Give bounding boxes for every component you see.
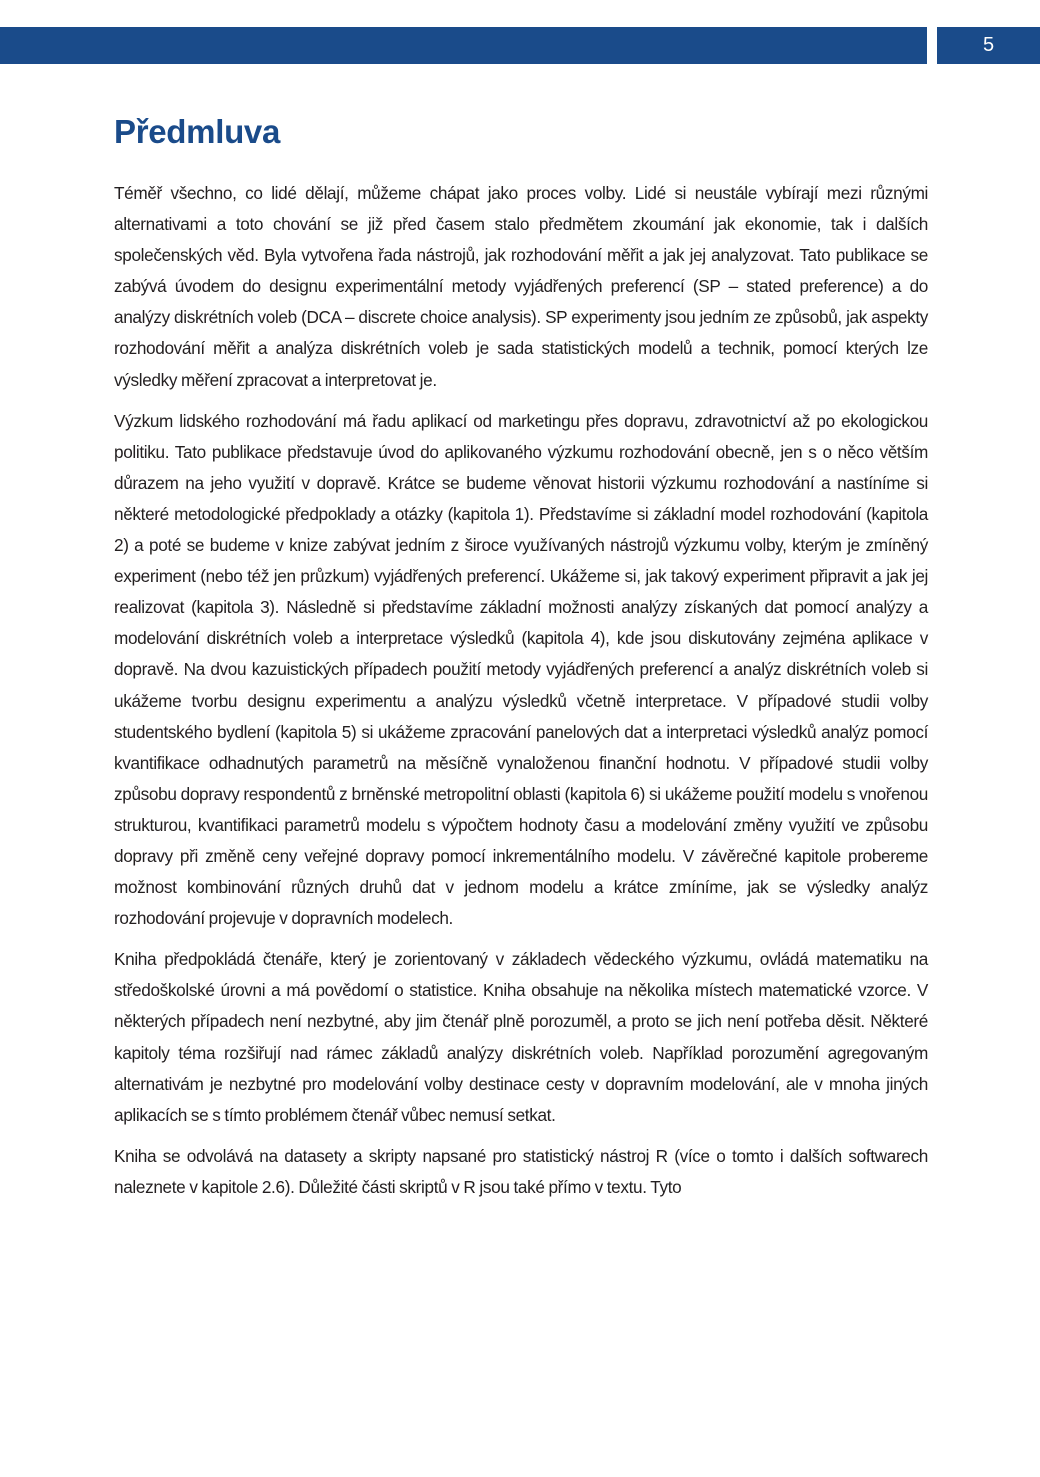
body-text bbox=[114, 178, 928, 1213]
header-bar bbox=[0, 27, 927, 64]
paragraph: Výzkum lidského rozhodování má řadu aplikací od marketingu přes dopravu, zdravotnictví až po ekologickou politiku. Tato publikace představuje úvod do aplikovaného výzkumu rozhodování obecně, jen s o něco větším důrazem na jeho využití v dopravě. Krátce se budeme věnovat historii výzkumu rozhodování a nastíníme si některé metodologické předpoklady a otázky (kapitola 1). Představíme si základní model rozhodování (kapitola 2) a poté se budeme v knize zabývat jedním z široce využívaných nástrojů výzkumu volby, kterým je zmíněný experiment (nebo též jen průzkum) vyjádřených preferencí. Ukážeme si, jak takový experiment připravit a jak jej realizovat (kapitola 3). Následně si představíme základní možnosti analýzy získaných dat pomocí analýzy a modelování diskrétních voleb a interpretace výsledků (kapitola 4), kde jsou diskutovány zejména aplikace v dopravě. Na dvou kazuistických případech použití metody vyjádřených preferencí a analýz diskrétních voleb si ukážeme tvorbu designu experimentu a analýzu výsledků včetně interpretace. V případové studii volby studentského bydlení (kapitola 5) si ukážeme zpracování panelových dat a interpretaci výsledků analýz pomocí kvantifikace odhadnutých parametrů na měsíčně vynaloženou finanční hodnotu. V případové studii volby způsobu dopravy respondentů z brněnské metropolitní oblasti (kapitola 6) si ukážeme použití modelu s vnořenou strukturou, kvantifikaci parametrů modelu s výpočtem hodnoty času a modelování změny využití ve způsobu dopravy při změně ceny veřejné dopravy pomocí inkrementálního modelu. V závěrečné kapitole probereme možnost kombinování různých druhů dat v jednom modelu a krátce zmíníme, jak se výsledky analýz rozhodování projevuje v dopravních modelech. bbox=[114, 410, 928, 929]
paragraph: Téměř všechno, co lidé dělají, můžeme chápat jako proces volby. Lidé si neustále vybírají mezi různými alternativami a toto chování se již před časem stalo předmětem zkoumání jak ekonomie, tak i dalších společenských věd. Byla vytvořena řada nástrojů, jak rozhodování měřit a jak jej analyzovat. Tato publikace se zabývá úvodem do designu experimentální metody vyjádřených preferencí (SP – stated preference) a do analýzy diskrétních voleb (DCA – discrete choice analysis). SP experimenty jsou jedním ze způsobů, jak aspekty rozhodování měřit a analýza diskrétních voleb je sada statistických modelů a technik, pomocí kterých lze výsledky měření zpracovat a interpretovat je. bbox=[114, 183, 928, 390]
page-title: Předmluva bbox=[114, 113, 281, 150]
paragraph: Kniha předpokládá čtenáře, který je zorientovaný v základech vědeckého výzkumu, ovládá matematiku na středoškolské úrovni a má povědomí o statistice. Kniha obsahuje na několika místech matematické vzorce. V některých případech není nezbytné, aby jim čtenář plně porozuměl, a proto se jich není potřeba děsit. Některé kapitoly téma rozšiřují nad rámec základů analýzy diskrétních voleb. Například porozumění agregovaným alternativám je nezbytné pro modelování volby destinace cesty v dopravním modelování, ale v mnoha jiných aplikacích se s tímto problémem čtenář vůbec nemusí setkat. bbox=[114, 949, 928, 1125]
page-number-box bbox=[937, 27, 1040, 64]
page-number: 5 bbox=[982, 34, 995, 56]
paragraph: Kniha se odvolává na datasety a skripty napsané pro statistický nástroj R (více o tomto i dalších softwarech naleznete v kapitole 2.6). Důležité části skriptů v R jsou také přímo v textu. Tyto bbox=[114, 1145, 928, 1197]
